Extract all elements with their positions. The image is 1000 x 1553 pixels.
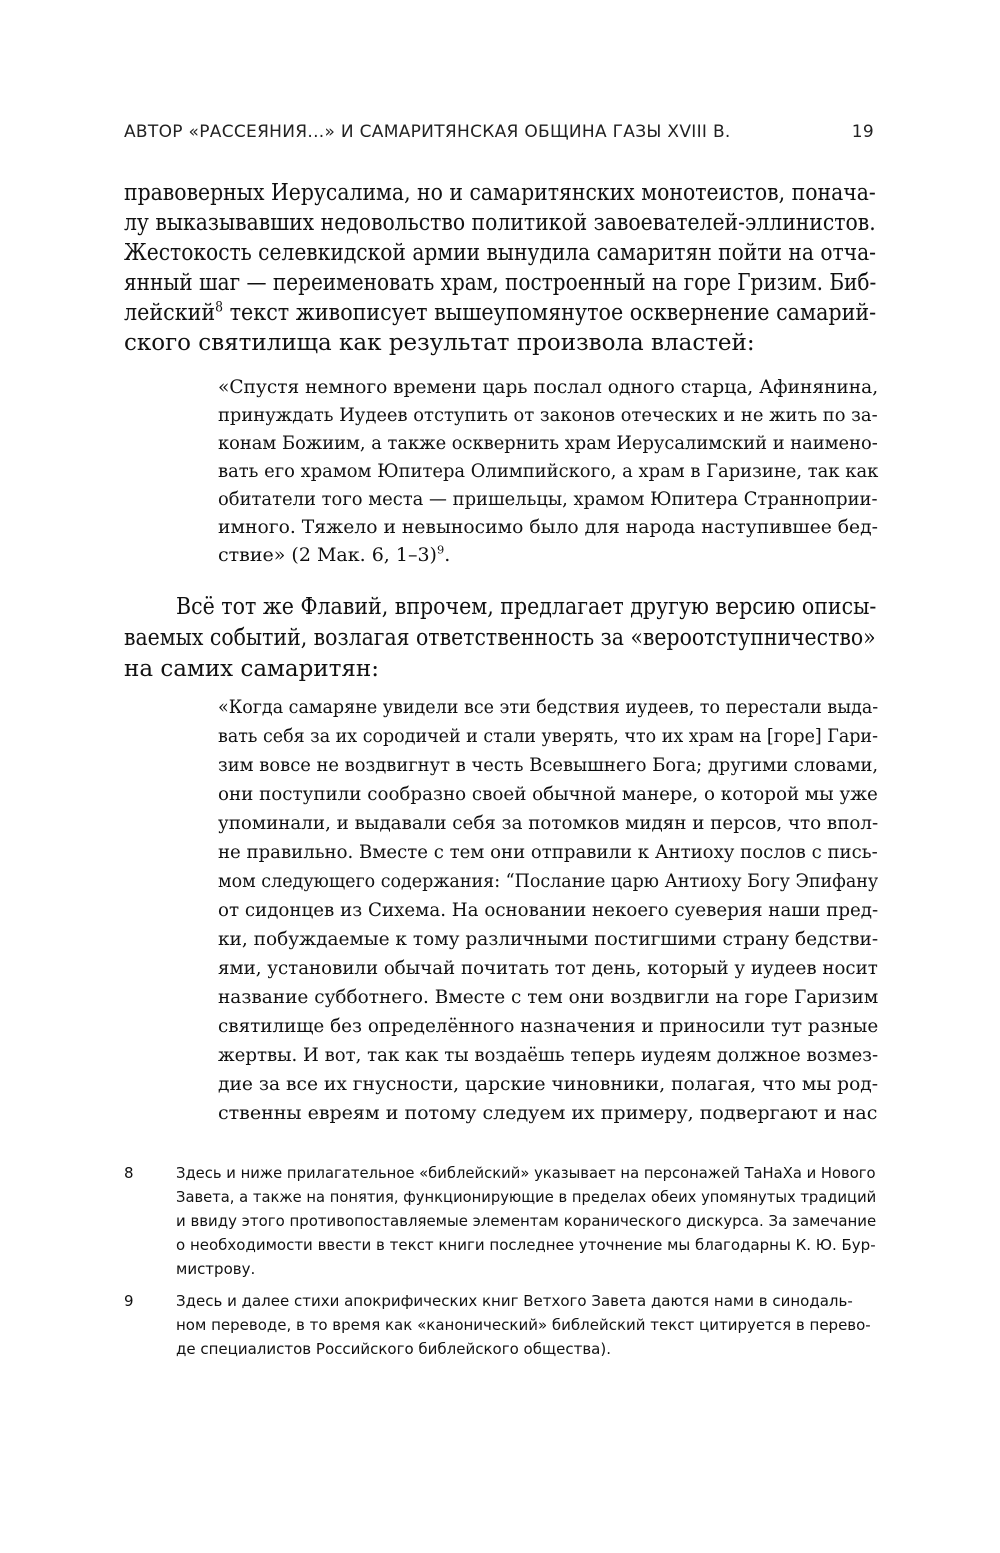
block-quote-1 <box>218 376 878 576</box>
quote-line-with-footnote: ствие» (2 Мак. 6, 1–3)$^9$. <box>218 542 451 566</box>
footnote-line: ном переводе, в то время как «канонический» библейский текст цитируется в перево- <box>176 1316 871 1334</box>
block-quote-2 <box>218 696 878 1136</box>
footnote-line: мистрову. <box>176 1260 256 1278</box>
quote-line: «Спустя немного времени царь послал одного старца, Афинянина, <box>218 376 879 398</box>
quote-line: зим вовсе не воздвигнут в честь Всевышнего Бога; другими словами, <box>218 754 879 776</box>
text-line: ваемых событий, возлагая ответственность за «вероотступничество» <box>124 625 876 651</box>
quote-line: дие за все их гнусности, царские чиновники, полагая, что мы род- <box>218 1073 879 1095</box>
footnote-ref-9[interactable]: 9 <box>436 542 445 557</box>
text-line: лу выказывавших недовольство политикой завоевателей-эллинистов. <box>124 210 876 236</box>
paragraph-2 <box>124 594 876 694</box>
paragraph-1 <box>124 180 876 380</box>
text-fragment: лейский <box>124 300 216 326</box>
text-line: Жестокость селевкидской армии вынудила самаритян пойти на отча- <box>124 240 876 266</box>
quote-line: конам Божиим, а также осквернить храм Иерусалимский и наимено- <box>218 432 878 454</box>
quote-line: обитатели того места — пришельцы, храмом Юпитера Странноприи- <box>218 488 878 510</box>
quote-line: ями, установили обычай почитать тот день, который у иудеев носит <box>218 957 878 979</box>
quote-line: принуждать Иудеев отступить от законов отеческих и не жить по за- <box>218 404 878 426</box>
footnote-9 <box>176 1292 876 1372</box>
quote-line: жертвы. И вот, так как ты воздаёшь теперь иудеям должное возмез- <box>218 1044 879 1066</box>
text-line: Всё тот же Флавий, впрочем, предлагает другую версию описы- <box>176 594 877 620</box>
text-line: ского святилища как результат произвола властей: <box>124 330 755 356</box>
footnote-number-9: 9 <box>124 1292 134 1310</box>
footnote-line: де специалистов Российского библейского общества). <box>176 1340 611 1358</box>
quote-line: вать себя за их сородичей и стали уверять, что их храм на [горе] Гари- <box>218 725 878 747</box>
footnote-line: Завета, а также на понятия, функционирующие в пределах обеих упомянутых традиций <box>176 1188 877 1206</box>
quote-line: не правильно. Вместе с тем они отправили к Антиоху послов с пись- <box>218 841 878 863</box>
footnote-ref-8[interactable]: 8 <box>215 299 224 316</box>
quote-line: мом следующего содержания: “Послание царю Антиоху Богу Эпифану <box>218 870 879 892</box>
quote-line: название субботнего. Вместе с тем они воздвигли на горе Гаризим <box>218 986 879 1008</box>
quote-line: «Когда самаряне увидели все эти бедствия иудеев, то перестали выда- <box>218 696 879 718</box>
text-line-with-footnote <box>124 300 876 326</box>
footnote-line: о необходимости ввести в текст книги последнее уточнение мы благодарны К. Ю. Бур- <box>176 1236 876 1254</box>
quote-line: ки, побуждаемые к тому различными постигшими страну бедстви- <box>218 928 879 950</box>
quote-line: они поступили сообразно своей обычной манере, о которой мы уже <box>218 783 878 805</box>
text-line: правоверных Иерусалима, но и самаритянских монотеистов, понача- <box>124 180 876 206</box>
page-number: 19 <box>851 122 874 142</box>
footnote-line: и ввиду этого противопоставляемые элементам коранического дискурса. За замечание <box>176 1212 877 1230</box>
running-title: АВТОР «РАССЕЯНИЯ...» И САМАРИТЯНСКАЯ ОБЩИНА ГАЗЫ XVIII В. <box>124 122 731 142</box>
text-line: янный шаг — переименовать храм, построенный на горе Гризим. Биб- <box>124 270 877 296</box>
text-fragment: ствие» (2 Мак. 6, 1–3) <box>218 544 437 566</box>
quote-line: святилище без определённого назначения и приносили тут разные <box>218 1015 879 1037</box>
text-fragment: текст живописует вышеупомянутое осквернение самарий- <box>229 300 877 326</box>
quote-line: упоминали, и выдавали себя за потомков мидян и персов, что впол- <box>218 812 879 834</box>
footnote-number-8: 8 <box>124 1164 134 1182</box>
footnote-line: Здесь и далее стихи апокрифических книг Ветхого Завета даются нами в синодаль- <box>176 1292 853 1310</box>
quote-line: ственны евреям и потому следуем их примеру, подвергают и нас <box>218 1102 878 1124</box>
footnote-line: Здесь и ниже прилагательное «библейский» указывает на персонажей ТаНаХа и Нового <box>176 1164 876 1182</box>
quote-line: имного. Тяжело и невыносимо было для народа наступившее бед- <box>218 516 878 538</box>
quote-line: вать его храмом Юпитера Олимпийского, а храм в Гаризине, так как <box>218 460 879 482</box>
text-line: на самих самаритян: <box>124 656 380 682</box>
footnote-8 <box>176 1164 876 1294</box>
quote-line: от сидонцев из Сихема. На основании некоего суеверия наши пред- <box>218 899 879 921</box>
